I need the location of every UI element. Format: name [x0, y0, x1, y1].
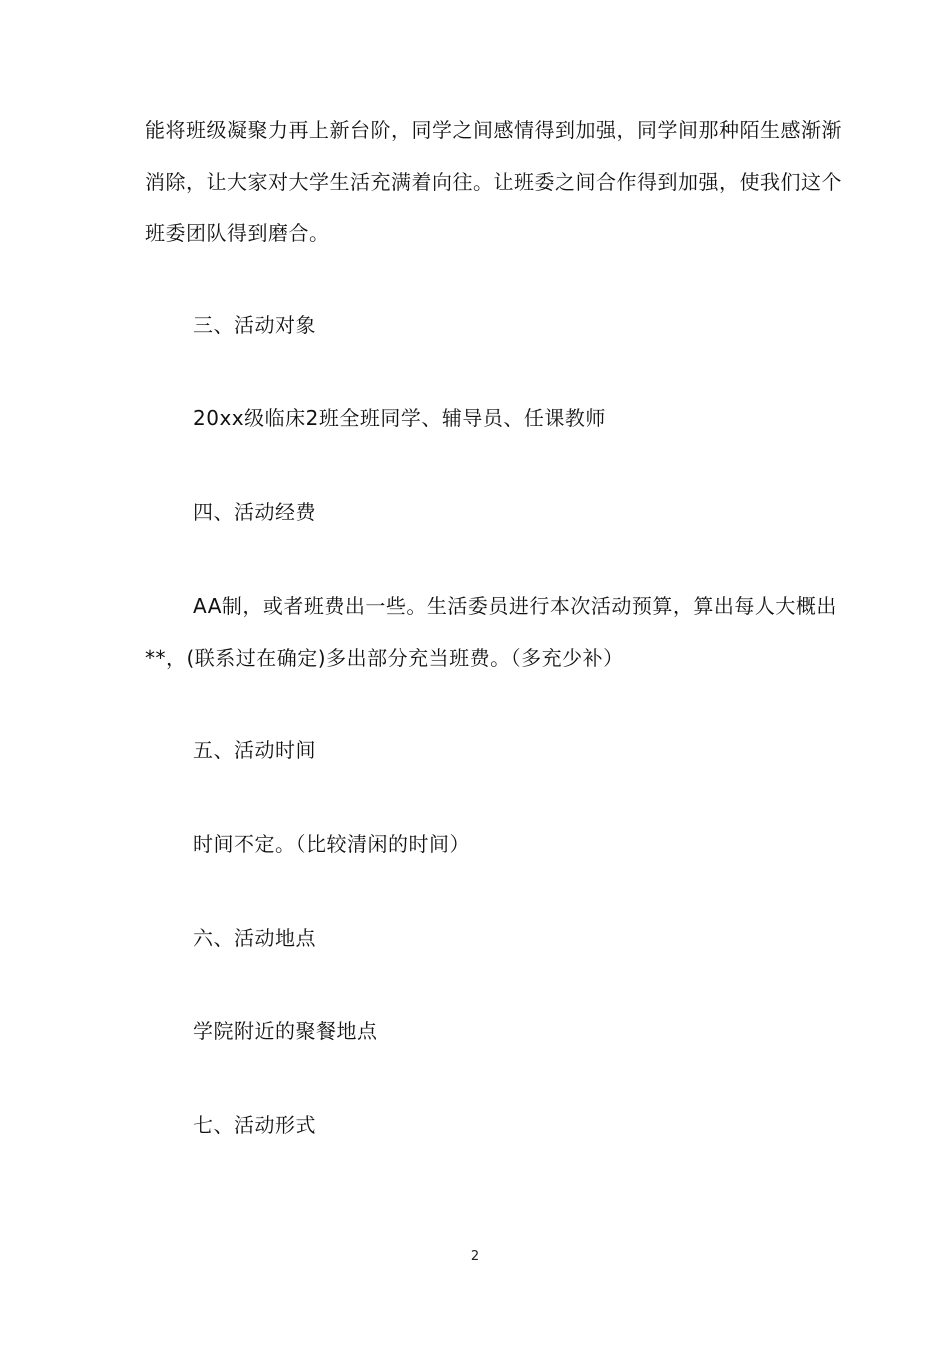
- section-body-budget-line-1: AA制，或者班费出一些。生活委员进行本次活动预算，算出每人大概出: [193, 594, 837, 618]
- intro-line-3: 班委团队得到磨合。: [145, 221, 330, 245]
- section-body-budget-line-2: **，(联系过在确定)多出部分充当班费。（多充少补）: [145, 646, 624, 670]
- section-body-target: 20xx级临床2班全班同学、辅导员、任课教师: [193, 406, 606, 430]
- section-heading-location: 六、活动地点: [193, 926, 316, 950]
- section-heading-budget: 四、活动经费: [193, 500, 316, 524]
- page-number: 2: [470, 1249, 480, 1264]
- section-heading-target: 三、活动对象: [193, 313, 316, 337]
- intro-line-1: 能将班级凝聚力再上新台阶，同学之间感情得到加强，同学间那种陌生感渐渐: [145, 118, 842, 142]
- section-body-location: 学院附近的聚餐地点: [193, 1019, 378, 1043]
- section-heading-format: 七、活动形式: [193, 1113, 316, 1137]
- section-heading-time: 五、活动时间: [193, 738, 316, 762]
- intro-line-2: 消除，让大家对大学生活充满着向往。让班委之间合作得到加强，使我们这个: [145, 170, 842, 194]
- section-body-time: 时间不定。（比较清闲的时间）: [193, 832, 470, 856]
